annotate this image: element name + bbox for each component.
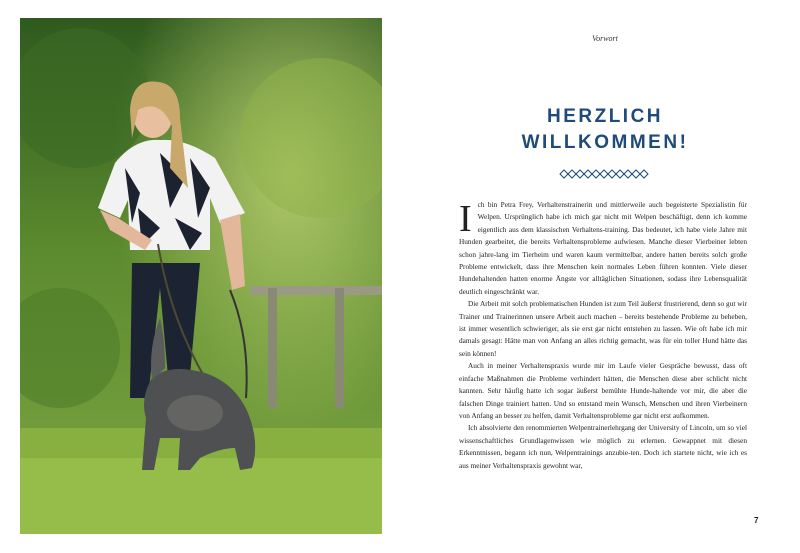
ornament-divider [559, 169, 651, 179]
body-text [459, 199, 747, 472]
paragraph-1: Ich bin Petra Frey, Verhaltenstrainerin und mittlerweile auch begeisterte Spezialistin für Welpen. Ursprünglich habe ich mich gar nicht mit Welpen beschäftigt, denn ich komme eigentlich aus dem klassischen Verhaltens-training. Das bedeutet, ich habe viele Jahre mit Hunden gearbeitet, die bereits Verhaltensprobleme aufwiesen. Manche dieser Vierbeiner lebten schon jahre-lang im Tierheim und waren kaum vermittelbar, andere hatten bereits solch große Probleme entwickelt, dass ihre Menschen kein normales Leben führen konnten. Viele dieser Hundehaltenden hatten enorme Ängste vor alltäglichen Situationen, sodass ihre Lebensqualität deutlich eingeschränkt war. [459, 198, 747, 296]
paragraph-3: Auch in meiner Verhaltenspraxis wurde mir im Laufe vieler Gespräche bewusst, dass oft einfache Maßnahmen die Probleme verhindert hätten, die Menschen diese aber schlicht nicht kannten. Sehr häufig hatte ich sogar äußerst bemühte Hunde-haltende vor mir, die aber die falschen Dinge trainiert hatten. Und so entstand mein Wunsch, Menschen und ihren Vierbeinern von Anfang an besser zu helfen, damit Verhaltensprobleme gar nicht erst aufkommen. [459, 361, 747, 420]
photo-woman-with-dog [20, 18, 382, 534]
paragraph-4: Ich absolvierte den renommierten Welpentrainerlehrgang der University of Lincoln, um so viel wissenschaftliches Grundlagenwissen wie möglich zu erlernen. Gewappnet mit diesen Erkenntnissen, begann ich nun, Welpentrainings anzubie-ten. Doch ich startete nicht, wie ich es aus meiner Verhaltenspraxis gewohnt war, [459, 423, 747, 470]
page-title-line1: HERZLICH [546, 106, 664, 127]
page-title [470, 104, 740, 156]
paragraph-2: Die Arbeit mit solch problematischen Hunden ist zum Teil äußerst frustrierend, denn so gut wir Trainer und Trainerinnen unsere Arbeit auch machen – bereits bestehende Probleme zu beheben, ist immer wesentlich schwieriger, als sie erst gar nicht entstehen zu lassen. Wie oft habe ich mir damals gesagt: Hätte man von Anfang an alles richtig gemacht, was für ein toller Hund hätte das sein können! [459, 299, 747, 358]
section-label: Vorwort [592, 34, 618, 43]
page-title-line2: WILLKOMMEN! [521, 132, 689, 153]
dropcap: I [459, 198, 472, 240]
page-number: 7 [754, 516, 759, 525]
